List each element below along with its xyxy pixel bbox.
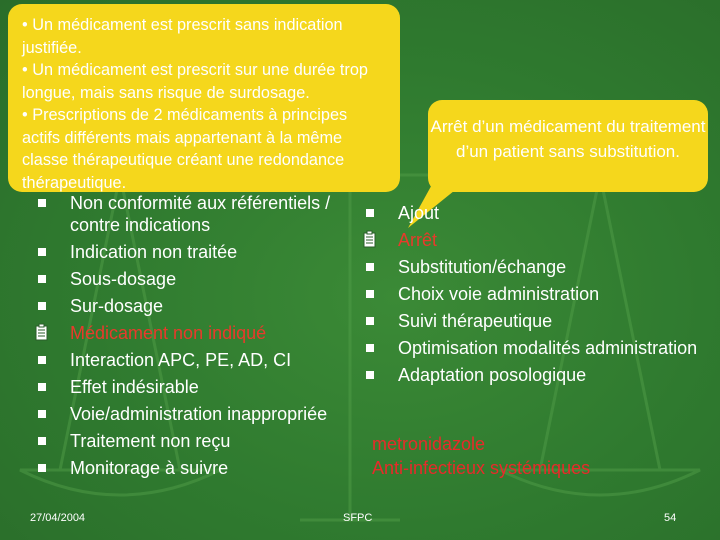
problem-label: Médicament non indiqué bbox=[70, 323, 267, 343]
problem-label: Indication non traitée bbox=[70, 242, 238, 262]
intervention-label: Optimisation modalités administration bbox=[398, 338, 698, 358]
intervention-item-highlighted bbox=[366, 229, 706, 251]
intervention-item bbox=[366, 202, 706, 224]
page-number: 54 bbox=[664, 512, 677, 524]
problem-item bbox=[38, 403, 368, 425]
intervention-label: Arrêt bbox=[398, 230, 438, 250]
problem-label: Sur-dosage bbox=[70, 296, 164, 316]
square-bullet-icon bbox=[366, 290, 374, 298]
callout-left-line: • Un médicament est prescrit sans indication justifiée. bbox=[22, 16, 343, 57]
problem-label: Non conformité aux référentiels / contre indications bbox=[70, 193, 331, 235]
callout-left-line: • Un médicament est prescrit sur une durée trop longue, mais sans risque de surdosage. bbox=[22, 61, 368, 102]
square-bullet-icon bbox=[38, 248, 46, 256]
square-bullet-icon bbox=[38, 356, 46, 364]
square-bullet-icon bbox=[38, 383, 46, 391]
square-bullet-icon bbox=[38, 410, 46, 418]
intervention-item bbox=[366, 337, 706, 359]
intervention-label: Suivi thérapeutique bbox=[398, 311, 553, 331]
callout-left-text bbox=[22, 14, 387, 194]
intervention-label: Substitution/échange bbox=[398, 257, 567, 277]
drug-name: metronidazole bbox=[372, 434, 486, 454]
problem-item bbox=[38, 268, 368, 290]
problem-item bbox=[38, 349, 368, 371]
note-pad-icon bbox=[362, 230, 378, 248]
square-bullet-icon bbox=[366, 371, 374, 379]
intervention-item bbox=[366, 310, 706, 332]
square-bullet-icon bbox=[366, 317, 374, 325]
problem-label: Sous-dosage bbox=[70, 269, 177, 289]
footer-date: 27/04/2004 bbox=[30, 512, 86, 524]
problem-item bbox=[38, 241, 368, 263]
drug-block bbox=[372, 432, 590, 480]
note-pad-icon bbox=[34, 323, 50, 341]
problem-item bbox=[38, 430, 368, 452]
callout-left-line: • Prescriptions de 2 médicaments à principes actifs différents mais appartenant à la même classe thérapeutique créant une redondance thérapeutique. bbox=[22, 106, 348, 192]
intervention-item bbox=[366, 364, 706, 386]
footer-center: SFPC bbox=[343, 512, 373, 524]
square-bullet-icon bbox=[38, 302, 46, 310]
square-bullet-icon bbox=[366, 344, 374, 352]
problem-item bbox=[38, 457, 368, 479]
square-bullet-icon bbox=[38, 199, 46, 207]
problem-label: Effet indésirable bbox=[70, 377, 199, 397]
intervention-item bbox=[366, 283, 706, 305]
callout-right-text: Arrêt d’un médicament du traitement d’un patient sans substitution. bbox=[430, 117, 706, 161]
problem-label: Interaction APC, PE, AD, CI bbox=[70, 350, 292, 370]
problem-label: Voie/administration inappropriée bbox=[70, 404, 328, 424]
square-bullet-icon bbox=[38, 464, 46, 472]
square-bullet-icon bbox=[38, 437, 46, 445]
intervention-item bbox=[366, 256, 706, 278]
intervention-label: Adaptation posologique bbox=[398, 365, 587, 385]
problem-item bbox=[38, 192, 368, 236]
intervention-list bbox=[366, 202, 706, 391]
problem-item-highlighted bbox=[38, 322, 368, 344]
problem-list bbox=[38, 192, 368, 484]
problem-label: Traitement non reçu bbox=[70, 431, 231, 451]
square-bullet-icon bbox=[366, 263, 374, 271]
drug-class: Anti-infectieux systémiques bbox=[372, 458, 591, 478]
intervention-label: Ajout bbox=[398, 203, 440, 223]
square-bullet-icon bbox=[366, 209, 374, 217]
problem-item bbox=[38, 295, 368, 317]
intervention-label: Choix voie administration bbox=[398, 284, 600, 304]
square-bullet-icon bbox=[38, 275, 46, 283]
problem-label: Monitorage à suivre bbox=[70, 458, 229, 478]
problem-item bbox=[38, 376, 368, 398]
